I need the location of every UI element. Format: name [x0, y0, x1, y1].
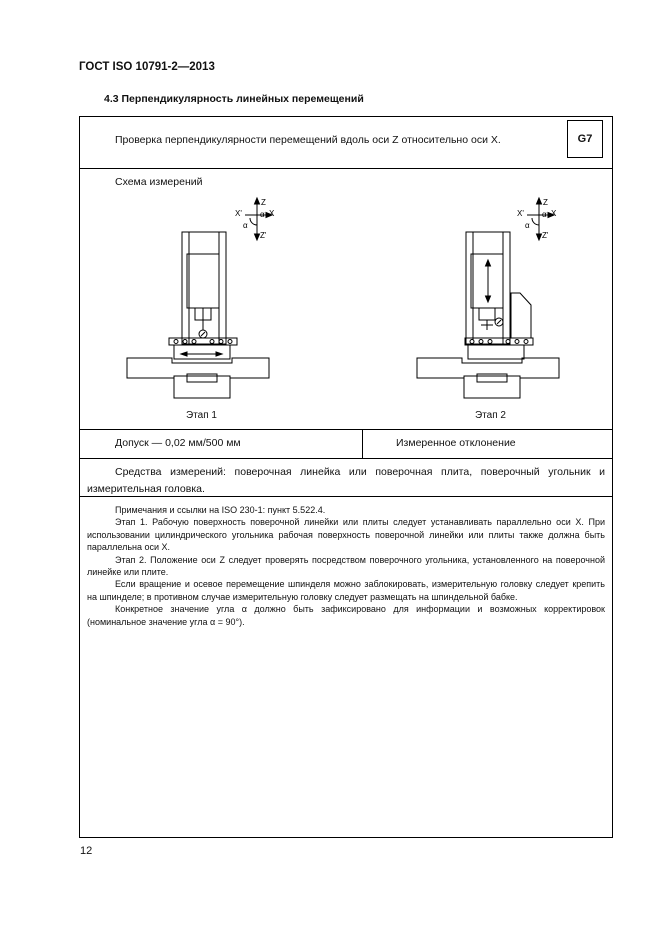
note-paragraph: Если вращение и осевое перемещение шпинделя можно заблокировать, измерительную головку следует крепить на шпинделе; в противном случае измерительную головку следует размещать на шпиндельной бабке. [87, 579, 605, 602]
stage1-axis-z: Z [261, 198, 266, 207]
measured-deviation-label: Измеренное отклонение [396, 437, 516, 449]
stage2-label: Этап 2 [475, 410, 506, 421]
stage1-axis-z-prime: Z' [260, 231, 267, 240]
tolerance-column-divider [362, 429, 363, 458]
stage1-axis-x: X [269, 209, 275, 218]
stage2-axis-alpha: α [542, 210, 547, 219]
notes-block [87, 504, 605, 628]
stage2-axis-z: Z [543, 198, 548, 207]
divider-schema [79, 429, 613, 430]
divider-check [79, 168, 613, 169]
document-id: ГОСТ ISO 10791-2—2013 [79, 61, 215, 73]
stage2-axis-alpha-2: α [525, 221, 530, 230]
section-title: 4.3 Перпендикулярность линейных перемещений [104, 93, 364, 105]
page-number: 12 [80, 845, 93, 857]
note-paragraph: Этап 1. Рабочую поверхность поверочной линейки или плиты следует устанавливать параллельно оси X. При использовании цилиндрического угольника рабочая поверхность поверочной линейки или плиты также должна быть параллельна оси X. [87, 517, 605, 553]
stage1-label: Этап 1 [186, 410, 217, 421]
stage1-axis-alpha: α [260, 210, 265, 219]
measuring-tools: Средства измерений: поверочная линейка или поверочная плита, поверочный угольник и измерительная головка. [87, 466, 605, 495]
check-description: Проверка перпендикулярности перемещений вдоль оси Z относительно оси X. [115, 134, 501, 146]
schema-label: Схема измерений [115, 176, 203, 188]
note-paragraph: Этап 2. Положение оси Z следует проверять посредством поверочного угольника, установленного на поверочной линейке или плите. [87, 554, 605, 578]
note-paragraph: Примечания и ссылки на ISO 230-1: пункт 5.522.4. [115, 505, 326, 515]
check-row [79, 116, 613, 168]
stage2-axis-x: X [551, 209, 557, 218]
measurement-diagram [79, 190, 613, 425]
note-paragraph: Конкретное значение угла α должно быть зафиксировано для информации и возможных корректировок (номинальное значение угла α = 90°). [87, 604, 605, 627]
stage1-figure [127, 198, 272, 398]
stage1-axis-alpha-2: α [243, 221, 248, 230]
check-code-badge: G7 [567, 120, 603, 158]
stage1-axis-x-prime: X' [235, 209, 242, 218]
stage2-axis-x-prime: X' [517, 209, 524, 218]
tolerance-value: Допуск — 0,02 мм/500 мм [115, 437, 241, 449]
stage2-figure [417, 198, 559, 398]
divider-tolerance [79, 458, 613, 459]
stage2-axis-z-prime: Z' [542, 231, 549, 240]
